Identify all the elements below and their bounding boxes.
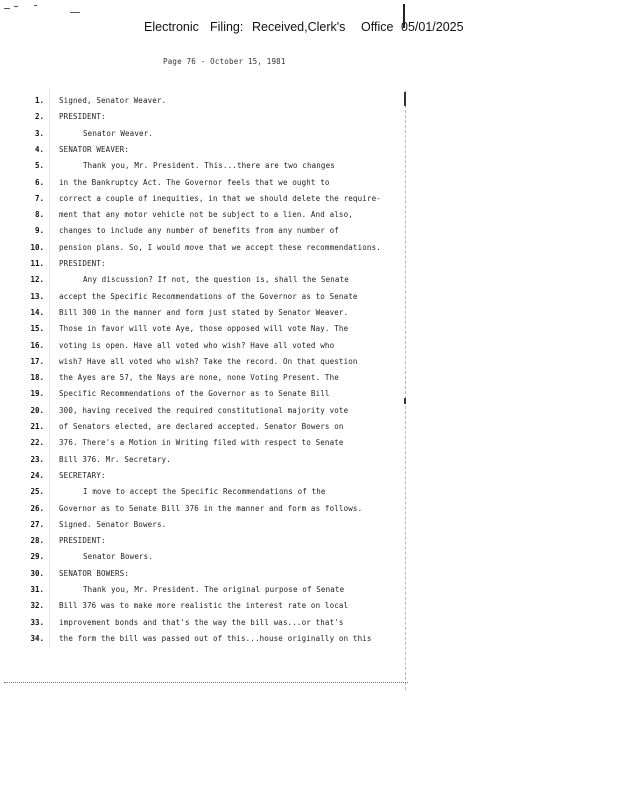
line-text: Senator Bowers.: [83, 552, 153, 562]
line-text: Senator Weaver.: [83, 128, 153, 138]
transcript-line: [0, 585, 618, 599]
line-text: pension plans. So, I would move that we accept these recommendations.: [59, 242, 381, 252]
line-number: 4.: [34, 144, 44, 154]
line-text: the form the bill was passed out of this...house originally on this: [59, 633, 372, 643]
stamp-office: Office: [361, 20, 394, 34]
line-text: SECRETARY:: [59, 470, 106, 480]
line-number: 12.: [30, 275, 44, 285]
transcript-line: [0, 292, 618, 306]
line-text: 300, having received the required constitutional majority vote: [59, 405, 349, 415]
transcript-line: [0, 618, 618, 632]
line-number: 25.: [30, 487, 44, 497]
transcript-line: [0, 243, 618, 257]
transcript-line: [0, 438, 618, 452]
line-text: voting is open. Have all voted who wish? Have all voted who: [59, 340, 335, 350]
line-text: Governor as to Senate Bill 376 in the manner and form as follows.: [59, 503, 363, 513]
line-number: 16.: [30, 340, 44, 350]
line-number: 17.: [30, 356, 44, 366]
line-text: in the Bankruptcy Act. The Governor feels that we ought to: [59, 177, 330, 187]
line-number: 29.: [30, 552, 44, 562]
stamp-date: 05/01/2025: [401, 20, 464, 34]
line-text: I move to accept the Specific Recommendations of the: [83, 487, 326, 497]
transcript-line: [0, 520, 618, 534]
line-number: 28.: [30, 536, 44, 546]
line-text: 376. There's a Motion in Writing filed with respect to Senate: [59, 438, 344, 448]
line-number: 11.: [30, 259, 44, 268]
line-number: 21.: [30, 422, 44, 431]
line-number: 19.: [30, 389, 44, 399]
stamp-received: Received,Clerk's: [252, 20, 346, 34]
transcript-line: [0, 569, 618, 583]
transcript-line: [0, 308, 618, 322]
line-text: Bill 376 was to make more realistic the interest rate on local: [59, 601, 349, 611]
line-number: 9.: [34, 226, 44, 236]
transcript-line: [0, 601, 618, 615]
stamp-electronic: Electronic: [144, 20, 199, 34]
transcript-line: [0, 373, 618, 387]
line-number: 30.: [30, 568, 44, 578]
line-number: 26.: [30, 503, 44, 513]
line-text: PRESIDENT:: [59, 536, 106, 546]
transcript-line: [0, 471, 618, 485]
line-number: 32.: [30, 601, 44, 611]
line-number: 3.: [34, 128, 44, 138]
transcript-line: [0, 226, 618, 240]
line-text: PRESIDENT:: [59, 112, 106, 122]
line-text: accept the Specific Recommendations of the Governor as to Senate: [59, 291, 358, 301]
transcript-line: [0, 455, 618, 469]
line-number: 20.: [30, 405, 44, 415]
line-text: Thank you, Mr. President. The original purpose of Senate: [83, 585, 345, 594]
line-text: SENATOR BOWERS:: [59, 568, 129, 578]
line-text: ment that any motor vehicle not be subject to a lien. And also,: [59, 210, 353, 220]
transcript-line: [0, 275, 618, 289]
line-number: 6.: [34, 177, 44, 187]
line-number: 33.: [30, 617, 44, 627]
line-text: Signed. Senator Bowers.: [59, 519, 167, 529]
line-text: Specific Recommendations of the Governor as to Senate Bill: [59, 389, 330, 399]
scan-artifact: [4, 4, 84, 16]
stamp-filing: Filing:: [210, 20, 244, 34]
line-text: Bill 376. Mr. Secretary.: [59, 454, 171, 464]
transcript-line: [0, 504, 618, 518]
line-text: changes to include any number of benefits from any number of: [59, 226, 339, 236]
line-number: 22.: [30, 438, 44, 448]
transcript-line: [0, 487, 618, 501]
line-text: SENATOR WEAVER:: [59, 144, 129, 154]
transcript-line: [0, 161, 618, 175]
line-number: 27.: [30, 519, 44, 529]
transcript-line: [0, 112, 618, 126]
line-text: of Senators elected, are declared accepted. Senator Bowers on: [59, 422, 344, 431]
line-number: 8.: [34, 210, 44, 220]
transcript-line: [0, 406, 618, 420]
transcript-line: [0, 341, 618, 355]
line-text: Those in favor will vote Aye, those opposed will vote Nay. The: [59, 324, 349, 334]
line-number: 34.: [30, 633, 44, 643]
line-number: 15.: [30, 324, 44, 334]
line-number: 23.: [30, 454, 44, 464]
transcript-line: [0, 210, 618, 224]
transcript-line: [0, 634, 618, 648]
transcript-line: [0, 324, 618, 338]
line-text: Thank you, Mr. President. This...there are two changes: [83, 161, 335, 171]
transcript-line: [0, 422, 618, 436]
line-number: 10.: [30, 242, 44, 252]
line-text: improvement bonds and that's the way the bill was...or that's: [59, 617, 344, 627]
line-text: PRESIDENT:: [59, 259, 106, 268]
transcript-line: [0, 259, 618, 273]
transcript-line: [0, 178, 618, 192]
line-number: 7.: [34, 193, 44, 203]
line-number: 1.: [34, 96, 44, 105]
transcript-line: [0, 357, 618, 371]
transcript-line: [0, 96, 618, 110]
page-header: Page 76 - October 15, 1981: [163, 57, 286, 66]
transcript-line: [0, 145, 618, 159]
line-text: Signed, Senator Weaver.: [59, 96, 167, 105]
line-number: 24.: [30, 470, 44, 480]
line-number: 13.: [30, 291, 44, 301]
line-number: 31.: [30, 585, 44, 594]
transcript-line: [0, 389, 618, 403]
line-number: 14.: [30, 307, 44, 317]
transcript-line: [0, 194, 618, 208]
line-text: Bill 300 in the manner and form just stated by Senator Weaver.: [59, 307, 349, 317]
line-text: Any discussion? If not, the question is, shall the Senate: [83, 275, 349, 285]
line-number: 18.: [30, 373, 44, 383]
line-number: 5.: [34, 161, 44, 171]
scan-bottom-edge: [4, 682, 408, 687]
line-text: the Ayes are 57, the Nays are none, none Voting Present. The: [59, 373, 339, 383]
transcript-line: [0, 129, 618, 143]
line-text: wish? Have all voted who wish? Take the record. On that question: [59, 356, 358, 366]
line-number: 2.: [34, 112, 44, 122]
transcript-line: [0, 552, 618, 566]
transcript-line: [0, 536, 618, 550]
line-text: correct a couple of inequities, in that we should delete the require-: [59, 193, 381, 203]
